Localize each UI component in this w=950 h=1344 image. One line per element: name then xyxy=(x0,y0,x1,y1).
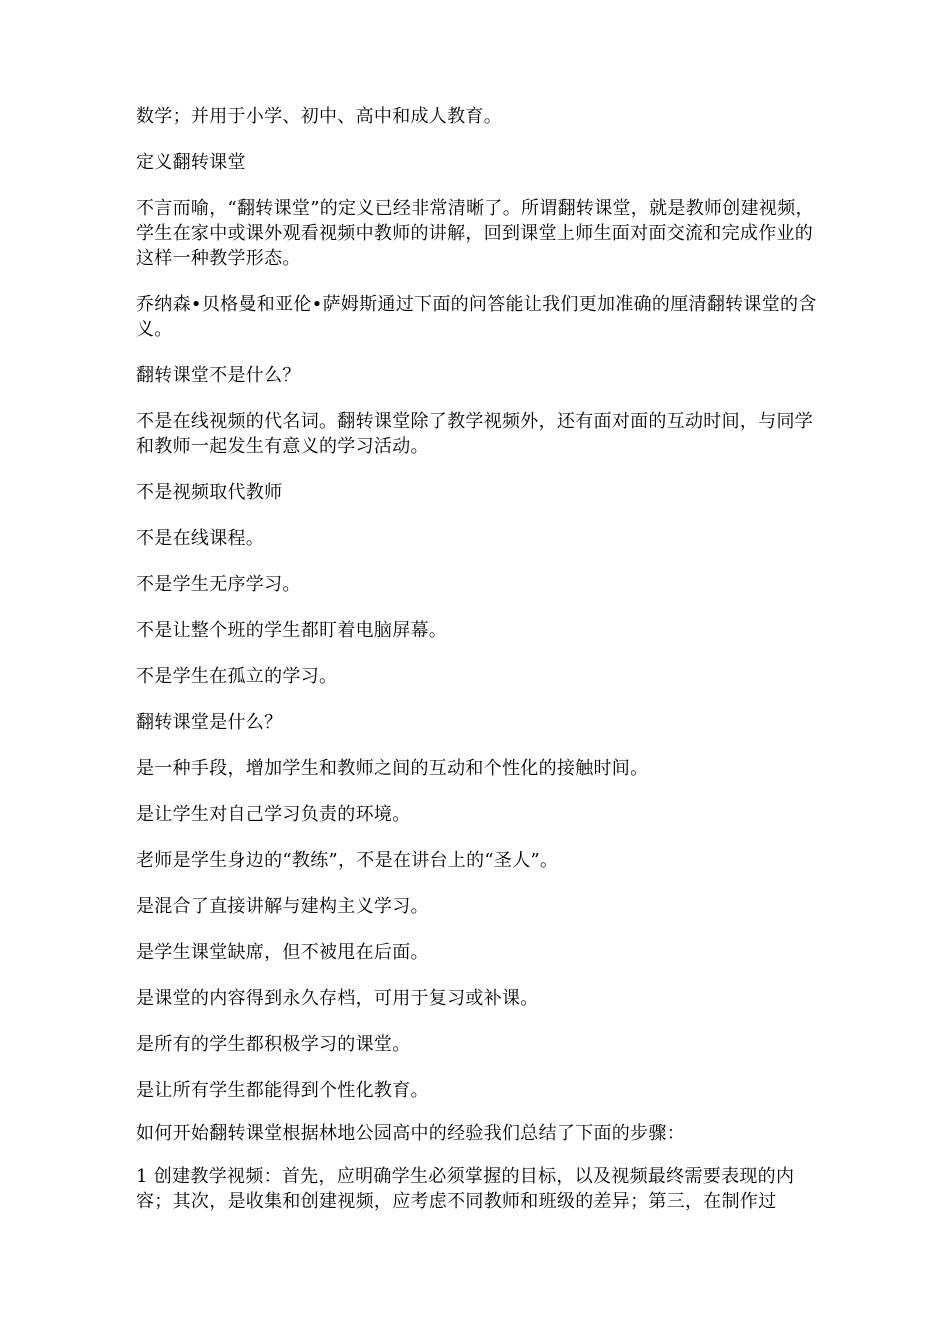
paragraph-math-education: 数学；并用于小学、初中、高中和成人教育。 xyxy=(136,106,502,127)
list-item-active-learning: 是所有的学生都积极学习的课堂。 xyxy=(136,1034,411,1055)
paragraph-not-online-video: 不是在线视频的代名词。翻转课堂除了教学视频外，还有面对面的互动时间，与同学和教师一起发生有意义的学习活动。 xyxy=(136,411,814,457)
document-body xyxy=(136,104,826,1235)
heading-how-to-start: 如何开始翻转课堂根据林地公园高中的经验我们总结了下面的步骤： xyxy=(136,1123,685,1144)
list-item-blended: 是混合了直接讲解与建构主义学习。 xyxy=(136,896,429,917)
heading-define-flipped-classroom: 定义翻转课堂 xyxy=(136,152,246,173)
heading-what-it-is-not: 翻转课堂不是什么？ xyxy=(136,365,301,386)
list-item-personalized: 是让所有学生都能得到个性化教育。 xyxy=(136,1080,429,1101)
list-item-coach: 老师是学生身边的“教练”，不是在讲台上的“圣人”。 xyxy=(136,850,559,871)
list-item-not-online-course: 不是在线课程。 xyxy=(136,528,265,549)
list-item-not-screens: 不是让整个班的学生都盯着电脑屏幕。 xyxy=(136,620,448,641)
list-item-absence: 是学生课堂缺席，但不被甩在后面。 xyxy=(136,942,429,963)
list-item-not-isolated: 不是学生在孤立的学习。 xyxy=(136,666,338,687)
paragraph-step-1: 1 创建教学视频：首先，应明确学生必须掌握的目标，以及视频最终需要表现的内容；其次，是收集和创建视频，应考虑不同教师和班级的差异；第三，在制作过 xyxy=(136,1166,795,1212)
list-item-means-interaction: 是一种手段，增加学生和教师之间的互动和个性化的接触时间。 xyxy=(136,758,649,779)
paragraph-bergmann-sams: 乔纳森•贝格曼和亚伦•萨姆斯通过下面的问答能让我们更加准确的厘清翻转课堂的含义。 xyxy=(136,294,817,340)
list-item-responsibility: 是让学生对自己学习负责的环境。 xyxy=(136,804,411,825)
list-item-not-disordered: 不是学生无序学习。 xyxy=(136,574,301,595)
list-item-not-replace-teacher: 不是视频取代教师 xyxy=(136,482,283,503)
list-item-archive: 是课堂的内容得到永久存档，可用于复习或补课。 xyxy=(136,988,539,1009)
paragraph-definition: 不言而喻，“翻转课堂”的定义已经非常清晰了。所谓翻转课堂，就是教师创建视频，学生在家中或课外观看视频中教师的讲解，回到课堂上师生面对面交流和完成作业的这样一种教学形态。 xyxy=(136,198,814,269)
heading-what-it-is: 翻转课堂是什么？ xyxy=(136,712,283,733)
